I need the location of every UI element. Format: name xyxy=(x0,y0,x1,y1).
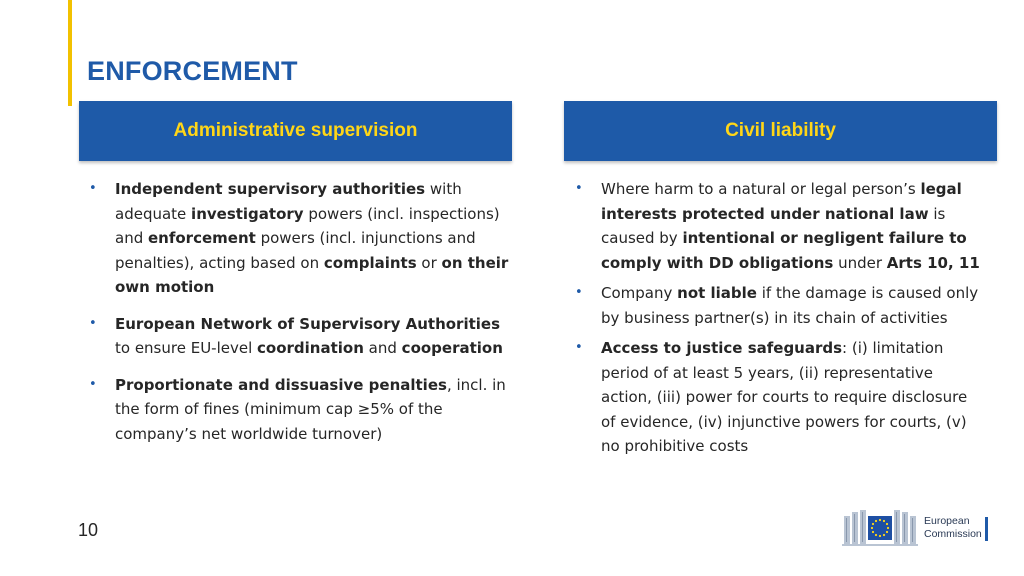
bold-text: coordination xyxy=(257,339,364,357)
administrative-supervision-list xyxy=(89,177,510,458)
bold-text: not liable xyxy=(677,284,757,302)
accent-bar xyxy=(68,0,72,106)
body-text: if the damage is caused only by business partner(s) in its chain of activities xyxy=(601,284,979,327)
bullet-icon: • xyxy=(575,285,583,300)
body-text: powers (incl. injunctions and penalties), acting based on xyxy=(115,229,476,272)
bold-text: investigatory xyxy=(191,204,304,223)
body-text: or xyxy=(416,253,442,272)
body-text: and xyxy=(363,339,402,357)
body-text: Where harm to a natural or legal person’s xyxy=(601,180,921,198)
bold-text: intentional or negligent failure to comply with DD obligations xyxy=(601,229,967,272)
logo-line2: Commission xyxy=(924,528,982,540)
bold-text: Proportionate and dissuasive penalties xyxy=(115,375,447,394)
bullet-item xyxy=(89,373,510,447)
body-text: , incl. in the form of fines (minimum cap ≥5% of the company’s net worldwide turnover) xyxy=(115,375,506,443)
bullet-item xyxy=(89,312,510,361)
page-number: 10 xyxy=(78,520,99,540)
bold-text: Independent supervisory authorities xyxy=(115,180,426,198)
body-text: : (i) limitation period of at least 5 years, (ii) representative action, (iii) power for courts to require disclosure of evidence, (iv) injunctive powers for courts, (v) no prohibitive costs xyxy=(601,339,968,455)
civil-liability-list xyxy=(575,177,986,465)
bullet-item xyxy=(575,336,986,459)
page-title: ENFORCEMENT xyxy=(87,56,298,86)
body-text: is caused by xyxy=(601,204,946,247)
bullet-item xyxy=(89,177,510,300)
bullet-icon: • xyxy=(89,315,97,331)
bold-text: Arts 10, 11 xyxy=(886,253,980,272)
european-commission-logo xyxy=(842,507,992,549)
civil-liability-label: Civil liability xyxy=(725,120,836,141)
body-text: under xyxy=(833,253,887,272)
bullet-item xyxy=(575,281,986,330)
administrative-supervision-header xyxy=(79,101,512,161)
bullet-item xyxy=(575,177,986,275)
administrative-supervision-label: Administrative supervision xyxy=(173,120,418,141)
bold-text: on their own motion xyxy=(115,253,509,296)
bullet-icon: • xyxy=(575,340,583,355)
civil-liability-header xyxy=(564,101,997,161)
bold-text: complaints xyxy=(323,253,417,272)
bold-text: European Network of Supervisory Authorities xyxy=(115,314,501,333)
logo-divider xyxy=(985,517,988,541)
body-text: powers (incl. inspections) and xyxy=(115,204,500,247)
bold-text: legal interests protected under national law xyxy=(601,180,962,223)
bold-text: enforcement xyxy=(148,229,256,247)
body-text: with adequate xyxy=(115,180,462,223)
bold-text: cooperation xyxy=(401,339,503,357)
body-text: Company xyxy=(601,284,678,302)
logo-line1: European xyxy=(924,515,970,527)
logo-text xyxy=(924,515,982,541)
bullet-icon: • xyxy=(575,181,583,196)
bullet-icon: • xyxy=(89,376,97,392)
bold-text: Access to justice safeguards xyxy=(601,339,843,357)
body-text: to ensure EU-level xyxy=(115,339,258,357)
bullet-icon: • xyxy=(89,181,97,196)
berlaymont-building-icon xyxy=(842,508,918,548)
